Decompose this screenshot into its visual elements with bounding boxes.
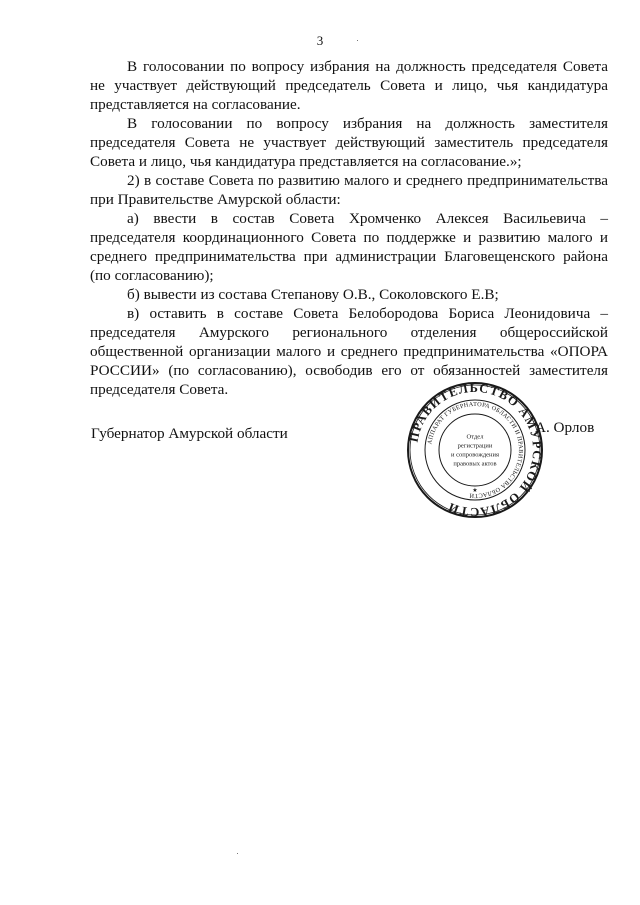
paragraph-council-composition: 2) в составе Совета по развитию малого и среднего предпринимательства при Правительстве Амурской области: <box>90 172 608 208</box>
seal-center-line: правовых актов <box>453 460 497 468</box>
seal-center-line: регистрации <box>457 442 493 450</box>
paragraph-item-b: б) вывести из состава Степанову О.В., Соколовского Е.В; <box>127 286 499 303</box>
seal-center-line: Отдел <box>466 433 484 441</box>
paragraph-item-a: а) ввести в состав Совета Хромченко Алексея Васильевича – председателя координационного Совета по поддержке и развитию малого и среднего предпринимательства при администрации Благовещенского района (по согласованию); <box>90 210 608 284</box>
scan-speck <box>357 40 358 41</box>
seal-center-line: и сопровождения <box>451 451 499 459</box>
document-body <box>90 57 608 399</box>
svg-text:ПРАВИТЕЛЬСТВО АМУРСКОЙ ОБЛАСТИ: ПРАВИТЕЛЬСТВО АМУРСКОЙ ОБЛАСТИ <box>406 380 545 520</box>
page-number: 3 <box>316 33 324 48</box>
svg-text:АППАРАТ ГУБЕРНАТОРА ОБЛАСТИ И: АППАРАТ ГУБЕРНАТОРА ОБЛАСТИ И ПРАВИТЕЛЬСТВА ОБЛАСТИ <box>426 400 525 500</box>
svg-text:★: ★ <box>472 488 478 494</box>
signatory-title: Губернатор Амурской области <box>91 425 288 442</box>
paragraph-item-c: в) оставить в составе Совета Белобородова Бориса Леонидовича – председателя Амурского регионального отделения общероссийской общественной организации малого и среднего предпринимательства «ОПОРА РОССИИ» (по согласованию), освободив его от обязанностей заместителя председателя Совета. <box>90 305 608 398</box>
scan-speck <box>237 853 238 854</box>
paragraph-chairman-voting: В голосовании по вопросу избрания на должность председателя Совета не участвует действующий председатель Совета и лицо, чья кандидатура представляется на согласование. <box>90 58 608 113</box>
official-seal-stamp <box>405 380 545 520</box>
signatory-name: А. Орлов <box>535 419 595 436</box>
paragraph-deputy-voting: В голосовании по вопросу избрания на должность заместителя председателя Совета не участвует действующий заместитель председателя Совета и лицо, чья кандидатура представляется на согласование.»; <box>90 115 608 170</box>
